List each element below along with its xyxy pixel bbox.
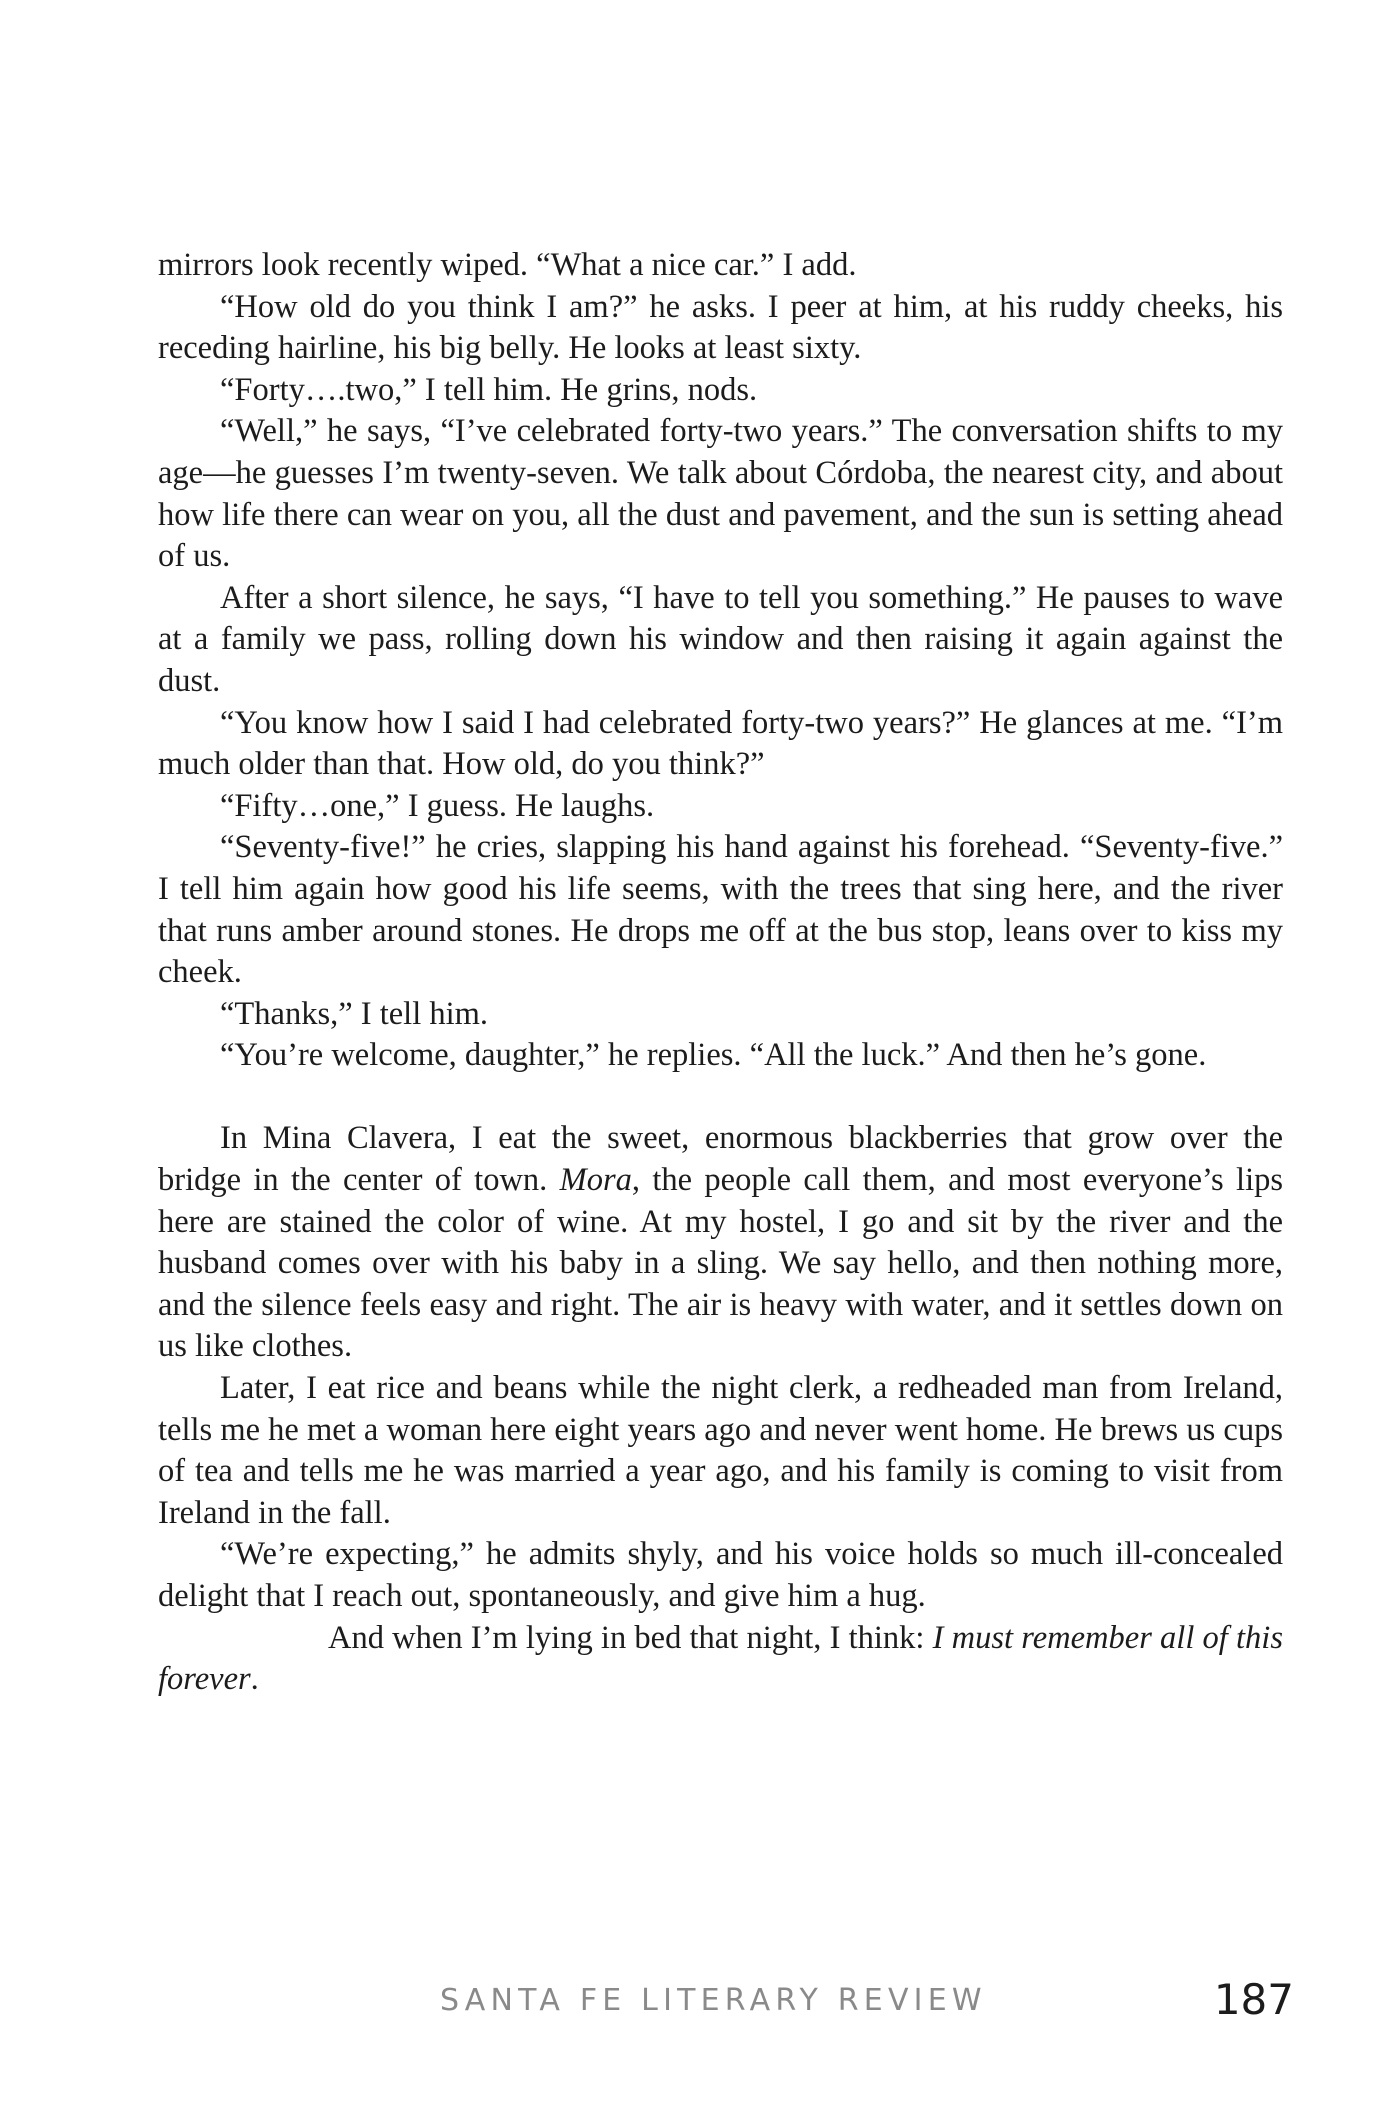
paragraph: “We’re expecting,” he admits shyly, and his voice holds so much ill-concealed delight that I reach out, spontaneously, and give him a hug. <box>158 1536 1283 1614</box>
paragraph: Later, I eat rice and beans while the night clerk, a redheaded man from Ireland, tells me he met a woman here eight years ago and never went home. He brews us cups of tea and tells me he was married a year ago, and his family is coming to visit from Ireland in the fall. <box>158 1370 1283 1531</box>
paragraph-text: . <box>250 1661 259 1698</box>
paragraph: “How old do you think I am?” he asks. I peer at him, at his ruddy cheeks, his receding hairline, his big belly. He looks at least sixty. <box>158 288 1283 367</box>
paragraph: mirrors look recently wiped. “What a nice car.” I add. <box>158 247 857 283</box>
paragraph-text: , the people call them, and most everyone’s lips here are stained the color of wine. At my hostel, I go and sit by the river and the husband comes over with his baby in a sling. We say hello, and then nothing more, and the silence feels easy and right. The air is heavy with water, and it settles down on us like clothes. <box>158 1162 1283 1365</box>
paragraph: After a short silence, he says, “I have to tell you something.” He pauses to wave at a family we pass, rolling down his window and then raising it again against the dust. <box>158 579 1283 699</box>
paragraph: “Seventy-five!” he cries, slapping his hand against his forehead. “Seventy-five.” I tell him again how good his life seems, with the trees that sing here, and the river that runs amber around stones. He drops me off at the bus stop, leans over to kiss my cheek. <box>158 829 1283 991</box>
paragraph <box>158 1618 1283 1701</box>
paragraph: “You know how I said I had celebrated forty-two years?” He glances at me. “I’m much older than that. How old, do you think?” <box>158 704 1283 783</box>
page-number: 187 <box>1213 1975 1294 2024</box>
paragraph: “Well,” he says, “I’ve celebrated forty-two years.” The conversation shifts to my age—he guesses I’m twenty-seven. We talk about Córdoba, the nearest city, and about how life there can wear on you, all the dust and pavement, and the sun is setting ahead of us. <box>158 413 1283 575</box>
paragraph <box>158 1118 1283 1368</box>
paragraph-text: In Mina Clavera, I eat the sweet, enormous blackberries that grow over the bridge in the center of town. <box>158 1120 1283 1199</box>
italic-word: Mora <box>559 1162 632 1199</box>
paragraph: “Fifty…one,” I guess. He laughs. <box>220 787 655 824</box>
journal-title: SANTA FE LITERARY REVIEW <box>440 1983 987 2018</box>
paragraph: “Forty….two,” I tell him. He grins, nods. <box>220 371 758 408</box>
page-footer <box>0 1975 1398 2025</box>
paragraph: “You’re welcome, daughter,” he replies. “All the luck.” And then he’s gone. <box>220 1037 1207 1074</box>
italic-phrase: I must remember all of this forever <box>158 1619 1283 1698</box>
paragraph: “Thanks,” I tell him. <box>220 995 489 1032</box>
essay-text <box>158 245 1283 1701</box>
paragraph-text: And when I’m lying in bed that night, I think: <box>328 1619 933 1656</box>
